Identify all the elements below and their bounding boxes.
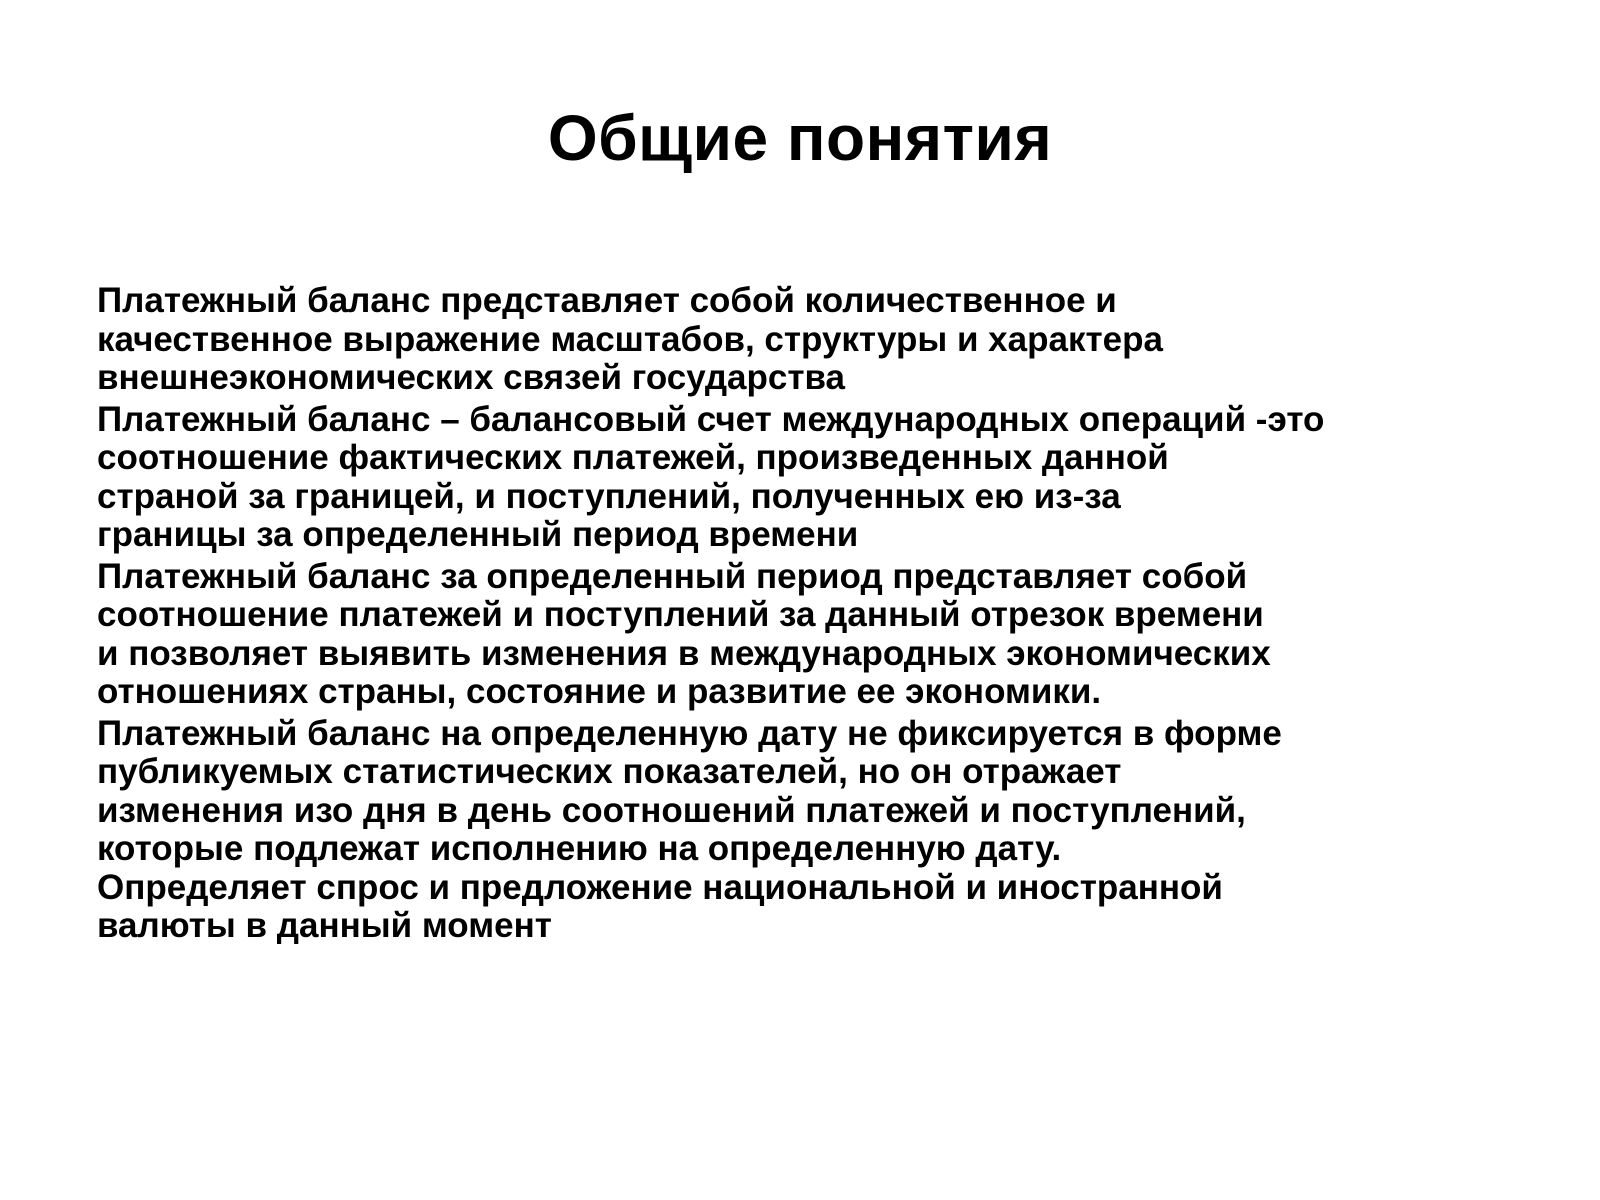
text-line: Платежный баланс на определенную дату не фиксируется в форме — [97, 713, 1282, 753]
text-line: публикуемых статистических показателей, но он отражает — [97, 752, 1122, 791]
text-line: и позволяет выявить изменения в международных экономических — [97, 633, 1271, 673]
text-line: изменения изо дня в день соотношений платежей и поступлений, — [97, 790, 1246, 830]
text-line: Определяет спрос и предложение национальной и иностранной — [97, 867, 1223, 907]
text-line: валюты в данный момент — [97, 906, 552, 945]
text-line: качественное выражение масштабов, структуры и характера — [97, 319, 1163, 359]
text-line: которые подлежат исполнению на определенную дату. — [97, 829, 1062, 868]
slide-body — [97, 282, 1537, 949]
text-line: Платежный баланс представляет собой количественное и — [97, 281, 1117, 320]
text-line: Платежный баланс за определенный период представляет собой — [97, 556, 1248, 596]
text-line: границы за определенный период времени — [97, 515, 859, 554]
paragraph-definition-2 — [97, 401, 1537, 555]
paragraph-definition-4 — [97, 715, 1537, 946]
paragraph-definition-1 — [97, 282, 1537, 398]
text-line: соотношение фактических платежей, произведенных данной — [97, 438, 1169, 477]
slide-title: Общие понятия — [547, 102, 1053, 174]
text-line: страной за границей, и поступлений, полученных ею из-за — [97, 476, 1121, 516]
paragraph-definition-3 — [97, 558, 1537, 712]
text-line: внешнеэкономических связей государства — [97, 358, 846, 397]
text-line: соотношение платежей и поступлений за данный отрезок времени — [97, 595, 1264, 634]
text-line: отношениях страны, состояние и развитие ее экономики. — [97, 672, 1102, 711]
text-line: Платежный баланс – балансовый счет международных операций -это — [97, 399, 1325, 439]
